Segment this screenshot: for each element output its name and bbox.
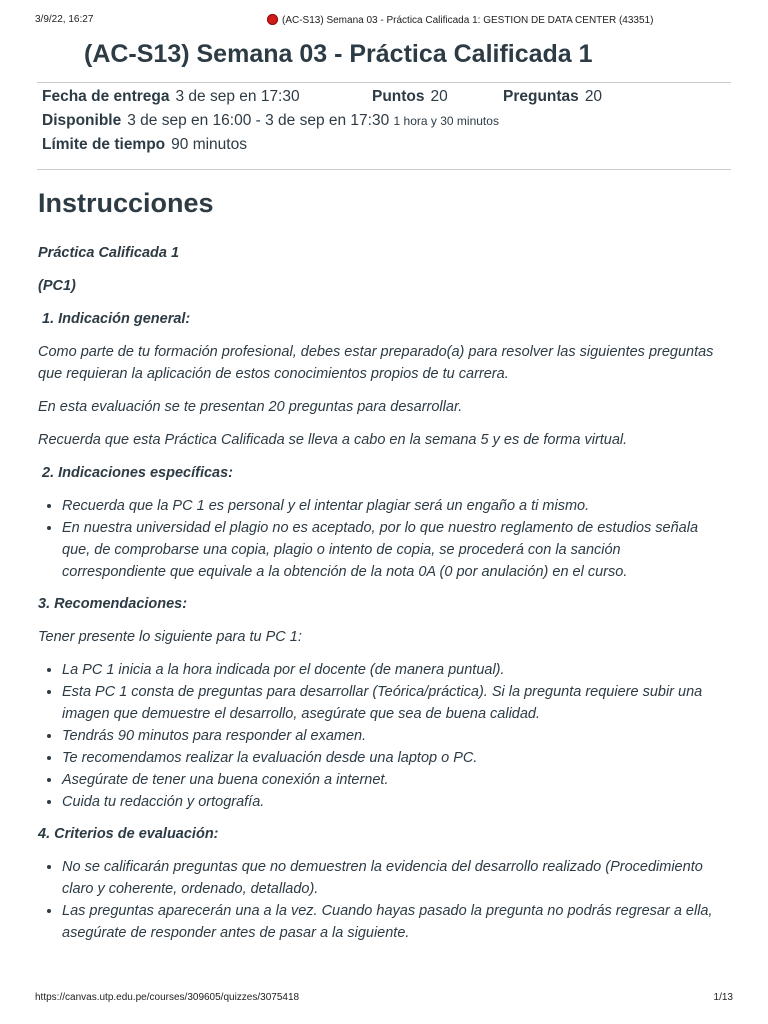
instructions-heading: Instrucciones: [38, 188, 214, 218]
print-url: https://canvas.utp.edu.pe/courses/309605/quizzes/3075418: [35, 992, 300, 1003]
list-item: • Asegúrate de tener una buena conexión a internet.: [62, 769, 728, 791]
instructions-subtitle: Práctica Calificada 1: [38, 245, 180, 261]
time-limit-value: 90 minutos: [171, 136, 247, 153]
print-tab-title: [267, 14, 653, 26]
list-item: • Tendrás 90 minutos para responder al examen.: [62, 725, 728, 747]
list-item: • Cuida tu redacción y ortografía.: [62, 791, 728, 813]
questions-label: Preguntas: [503, 88, 579, 105]
list-item: • La PC 1 inicia a la hora indicada por el docente (de manera puntual).: [62, 659, 728, 681]
due-label: Fecha de entrega: [42, 88, 170, 105]
section-3-title: 3. Recomendaciones:: [38, 596, 188, 612]
time-limit-label: Límite de tiempo: [42, 136, 166, 153]
list-item: • Te recomendamos realizar la evaluación desde una laptop o PC.: [62, 747, 728, 769]
list-item: • Las preguntas aparecerán una a la vez. Cuando hayas pasado la pregunta no podrás regresar a ella, asegúrate de responder antes de pasar a la siguiente.: [62, 900, 728, 944]
list-item: • Esta PC 1 consta de preguntas para desarrollar (Teórica/práctica). Si la pregunta requiere subir una imagen que demuestre el desarrollo, asegúrate que sea de buena calidad.: [62, 681, 728, 725]
points-value: 20: [430, 88, 448, 105]
print-footer: [35, 992, 733, 1004]
available-label: Disponible: [42, 112, 122, 129]
print-date: 3/9/22, 16:27: [35, 14, 94, 25]
list-item: • Recuerda que la PC 1 es personal y el intentar plagiar será un engaño a ti mismo.: [62, 495, 728, 517]
section-1-paragraph: En esta evaluación se te presentan 20 preguntas para desarrollar.: [38, 399, 463, 415]
section-3-intro: Tener presente lo siguiente para tu PC 1:: [38, 629, 302, 645]
section-2-title: 2. Indicaciones específicas:: [42, 465, 234, 481]
points-label: Puntos: [372, 88, 425, 105]
section-1-paragraph: Recuerda que esta Práctica Calificada se lleva a cabo en la semana 5 y es de forma virtual.: [38, 432, 628, 448]
section-2-list: [38, 495, 728, 583]
time-limit-row: [42, 136, 247, 154]
section-1-paragraph: Como parte de tu formación profesional, debes estar preparado(a) para resolver las siguientes preguntas que requieran la aplicación de estos conocimientos propios de tu carrera.: [38, 344, 714, 382]
due-value: 3 de sep en 17:30: [175, 88, 300, 105]
questions-row: [503, 88, 602, 106]
instructions-code: (PC1): [38, 278, 76, 294]
available-row: [42, 112, 499, 130]
available-value: 3 de sep en 16:00 - 3 de sep en 17:30: [127, 112, 390, 129]
divider-bottom: [37, 169, 731, 170]
print-page-number: 1/13: [713, 992, 733, 1003]
print-tab-title-text: (AC-S13) Semana 03 - Práctica Calificada 1: GESTION DE DATA CENTER (43351): [282, 15, 654, 26]
favicon-icon: [267, 14, 278, 25]
list-item: • En nuestra universidad el plagio no es aceptado, por lo que nuestro reglamento de estudios señala que, de comprobarse una copia, plagio o intento de copia, se procederá con la sanción correspondiente que equivale a la obtención de la nota 0A (0 por anulación) en el curso.: [62, 517, 728, 583]
divider-top: [37, 82, 731, 83]
due-row: [42, 88, 300, 106]
instructions-body: [38, 242, 728, 954]
points-row: [372, 88, 448, 106]
available-duration: 1 hora y 30 minutos: [393, 114, 499, 128]
quiz-title: (AC-S13) Semana 03 - Práctica Calificada 1: [84, 40, 593, 68]
section-4-list: [38, 856, 728, 944]
section-1-title: 1. Indicación general:: [42, 311, 191, 327]
questions-value: 20: [584, 88, 603, 105]
section-4-title: 4. Criterios de evaluación:: [38, 826, 219, 842]
section-3-list: [38, 659, 728, 813]
print-header: [35, 14, 733, 28]
list-item: • No se calificarán preguntas que no demuestren la evidencia del desarrollo realizado (Procedimiento claro y coherente, ordenado, detallado).: [62, 856, 728, 900]
